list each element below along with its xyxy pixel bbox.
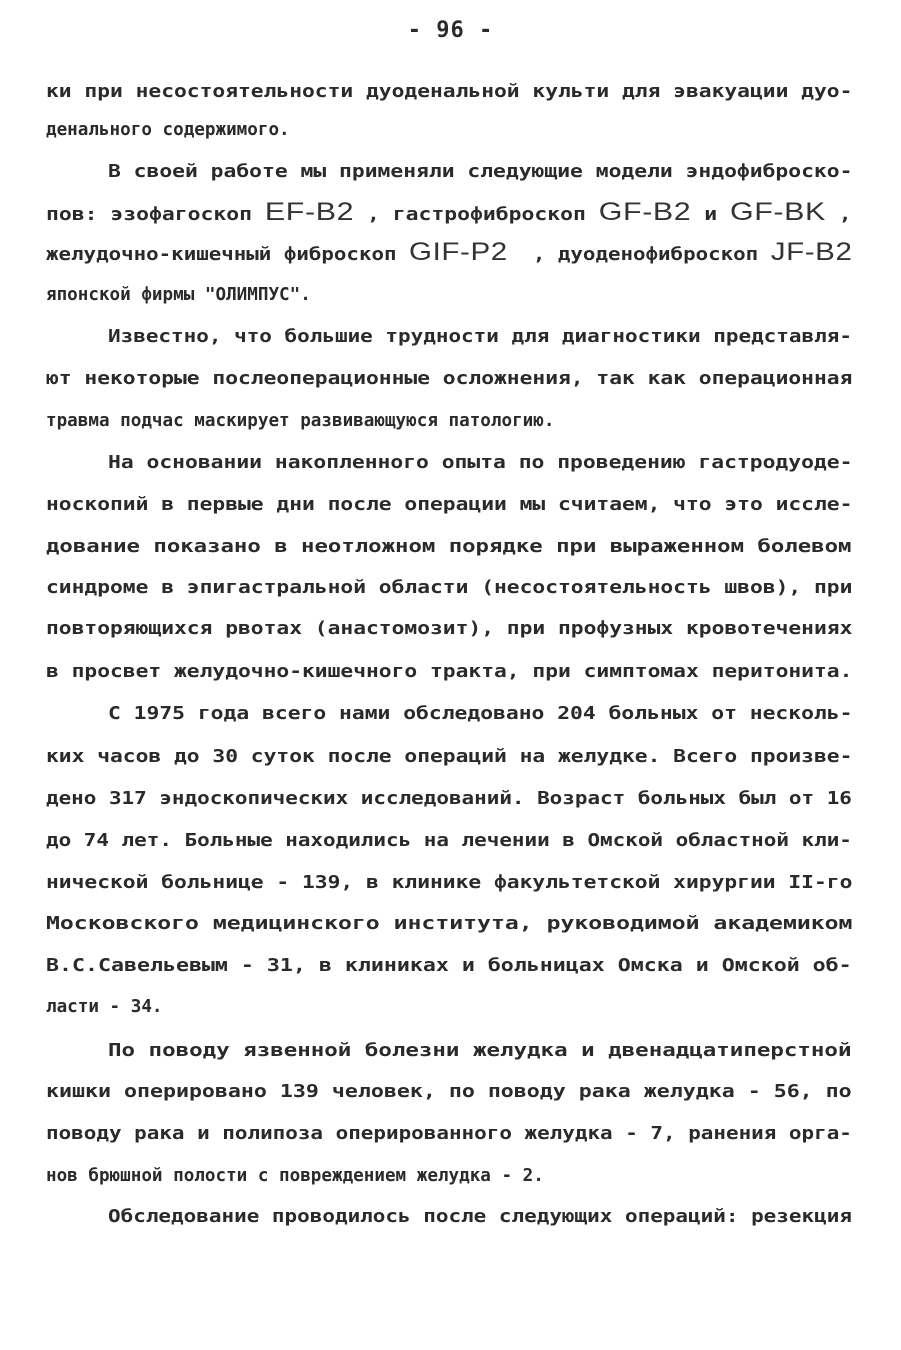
- line-text: , дуоденофиброскоп: [507, 245, 771, 265]
- text-line: [108, 325, 852, 349]
- line-text: ки при несостоятельности дуоденальной культи для эвакуации дуо-: [46, 82, 853, 102]
- line-text: В своей работе мы применяли следующие модели эндофиброско-: [108, 162, 853, 182]
- line-text: синдроме в эпигастральной области (несостоятельность швов), при: [46, 578, 853, 598]
- line-text: дование показано в неотложном порядке при выраженном болевом: [46, 537, 852, 557]
- text-line: [46, 535, 851, 559]
- line-text: японской фирмы "ОЛИМПУС".: [46, 285, 311, 305]
- line-text: ласти - 34.: [46, 997, 163, 1017]
- handwritten-model-code: JF-B2: [770, 238, 853, 266]
- text-line: [46, 118, 290, 142]
- text-line: [46, 80, 852, 104]
- text-line: [46, 240, 852, 264]
- line-text: до 74 лет. Больные находились на лечении в Омской областной кли-: [46, 831, 852, 851]
- line-text: кишки оперировано 139 человек, по поводу рака желудка - 56, по: [46, 1082, 852, 1102]
- line-text: Обследование проводилось после следующих операций: резекция: [108, 1207, 852, 1227]
- handwritten-model-code: GF-B2: [598, 198, 692, 226]
- line-text: в просвет желудочно-кишечного тракта, при симптомах перитонита.: [46, 662, 853, 682]
- line-text: пов: эзофагоскоп: [46, 205, 265, 225]
- line-text: По поводу язвенной болезни желудка и двенадцатиперстной: [108, 1041, 852, 1061]
- line-text: дено 317 эндоскопических исследований. Возраст больных был от 16: [46, 789, 852, 809]
- text-line: [46, 200, 852, 224]
- handwritten-model-code: GF-BK: [729, 198, 826, 226]
- text-line: [46, 660, 852, 684]
- line-text: С 1975 года всего нами обследовано 204 больных от несколь-: [108, 704, 853, 724]
- line-text: Московского медицинского института, руководимой академиком: [46, 914, 853, 934]
- text-line: [46, 576, 852, 600]
- text-line: [46, 409, 554, 433]
- text-line: [108, 702, 852, 726]
- text-line: [46, 617, 852, 641]
- line-text: травма подчас маскирует развивающуюся патологию.: [46, 411, 555, 431]
- text-line: [46, 787, 852, 811]
- text-line: [108, 160, 852, 184]
- text-line: [108, 1205, 852, 1229]
- line-text: ,: [825, 205, 852, 225]
- line-text: нической больнице - 139, в клинике факультетской хирургии II-го: [46, 873, 853, 893]
- text-line: [46, 367, 852, 391]
- text-line: [46, 871, 852, 895]
- line-text: , гастрофиброскоп: [354, 205, 599, 225]
- page-number: - 96 -: [407, 18, 494, 43]
- text-line: [46, 995, 163, 1019]
- line-text: Известно, что большие трудности для диагностики представля-: [108, 327, 852, 347]
- line-text: денального содержимого.: [46, 120, 290, 140]
- handwritten-model-code: EF-B2: [264, 198, 355, 226]
- line-text: повторяющихся рвотах (анастомозит), при профузных кровотечениях: [46, 619, 853, 639]
- text-line: [46, 1080, 852, 1104]
- text-line: [108, 451, 852, 475]
- line-text: ют некоторые послеоперационные осложнения, так как операционная: [46, 369, 853, 389]
- text-line: [46, 745, 852, 769]
- line-text: поводу рака и полипоза оперированного желудка - 7, ранения орга-: [46, 1124, 852, 1144]
- line-text: желудочно-кишечный фиброскоп: [46, 245, 410, 265]
- text-line: [46, 1164, 544, 1188]
- text-line: [46, 1122, 852, 1146]
- line-text: и: [691, 205, 730, 225]
- text-line: [108, 1039, 851, 1063]
- text-line: [46, 954, 852, 978]
- text-line: [46, 912, 852, 936]
- line-text: В.С.Савельевым - 31, в клиниках и больницах Омска и Омской об-: [46, 956, 852, 976]
- line-text: носкопий в первые дни после операции мы считаем, что это иссле-: [46, 495, 853, 515]
- text-line: [46, 829, 852, 853]
- text-line: [46, 283, 311, 307]
- line-text: ких часов до 30 суток после операций на желудке. Всего произве-: [46, 747, 853, 767]
- handwritten-model-code: GIF-P2: [409, 238, 508, 266]
- line-text: На основании накопленного опыта по проведению гастродуоде-: [108, 453, 853, 473]
- text-line: [46, 493, 852, 517]
- line-text: нов брюшной полости с повреждением желудка - 2.: [46, 1166, 544, 1186]
